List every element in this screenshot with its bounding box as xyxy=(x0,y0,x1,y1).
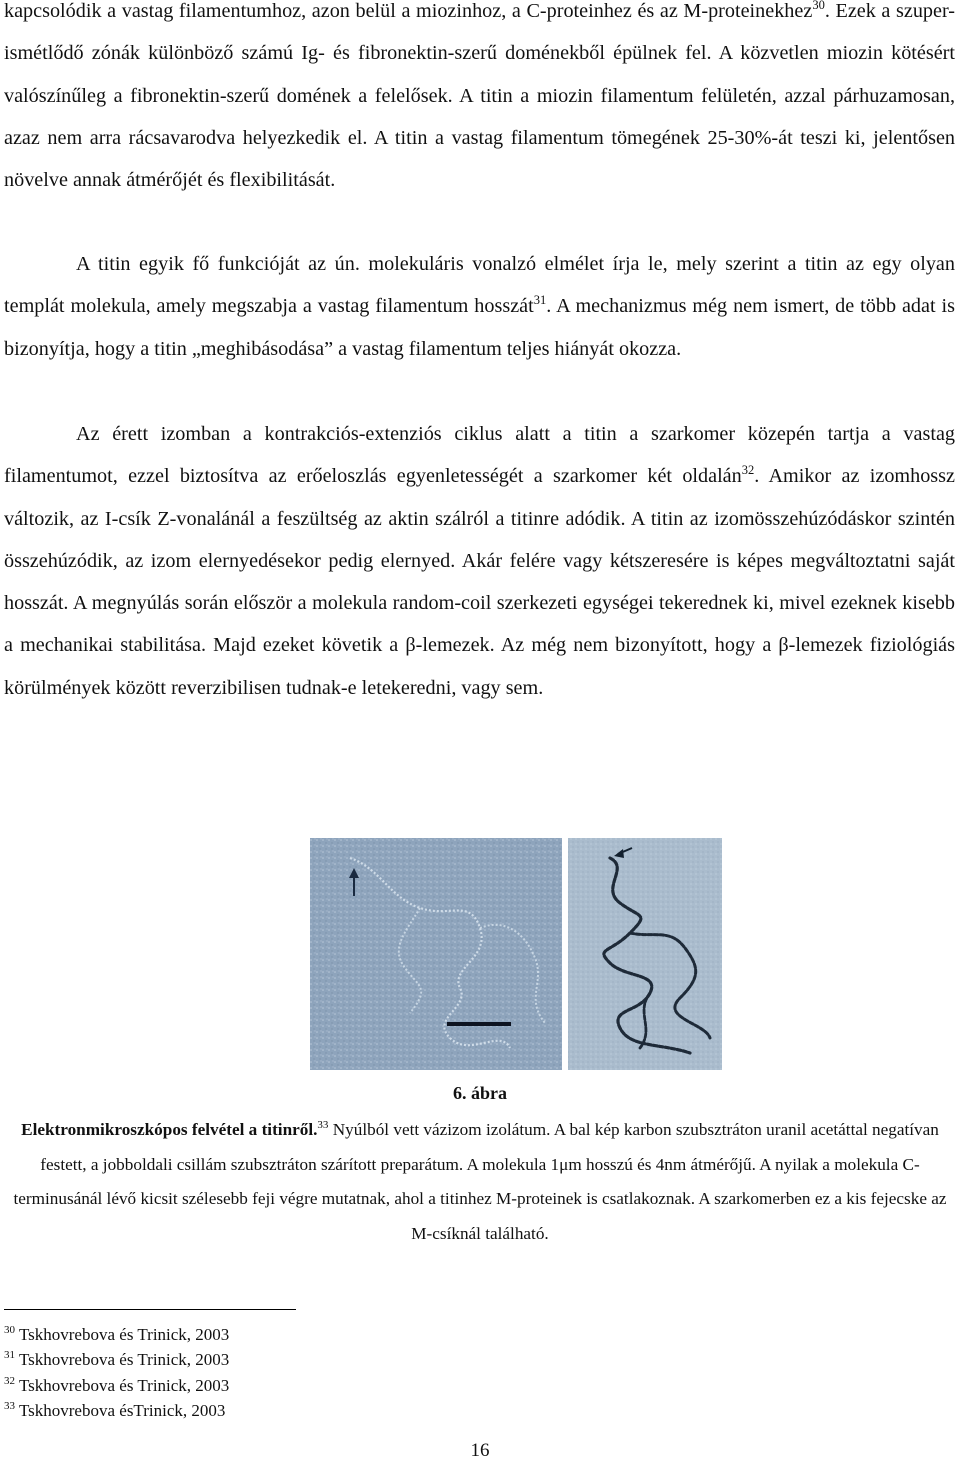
caption-title: Elektronmikroszkópos felvétel a titinről. xyxy=(21,1120,318,1139)
panel-divider xyxy=(562,838,568,1070)
figure-caption xyxy=(8,1113,952,1251)
footnote-number: 31 xyxy=(4,1349,15,1362)
footnote-text: Tskhovrebova ésTrinick, 2003 xyxy=(18,1400,226,1420)
figure-number: 6. ábra xyxy=(453,1083,507,1103)
footnote-text: Tskhovrebova és Trinick, 2003 xyxy=(18,1375,230,1395)
footnote-30 xyxy=(4,1322,229,1347)
footnote-ref-33[interactable]: 33 xyxy=(317,1119,329,1131)
page-number: 16 xyxy=(470,1440,490,1461)
footnote-number: 33 xyxy=(4,1399,15,1412)
paragraph-3 xyxy=(4,413,955,709)
footnote-ref-30[interactable]: 30 xyxy=(812,0,825,12)
paragraph-2 xyxy=(4,243,955,370)
footnote-31 xyxy=(4,1347,229,1372)
footnote-number: 32 xyxy=(4,1374,15,1387)
footnote-ref-32[interactable]: 32 xyxy=(741,463,755,478)
paragraph-3-text-cont: . Amikor az izomhossz változik, az I-csík Z-vonalánál a feszültség az aktin szálról a titinre adódik. A titin az izomösszehúzódáskor szintén összehúzódik, az izom elernyedésekor pedig elernyed. Akár felére vagy kétszeresére is képes megváltoztatni saját hosszát. A megnyúlás során először a molekula random-coil szerkezeti egységei tekerednek ki, mivel ezeknek kisebb a mechanikai stabilitása. Majd ezeket követik a β-lemezek. Az még nem bizonyított, hogy a β-lemezek fiziológiás körülmények között reverzibilisen tudnak-e letekeredni, vagy sem. xyxy=(4,465,955,699)
paragraph-2-text: A titin egyik fő funkcióját az ún. molekuláris vonalzó elmélet írja le, mely szerint a titin az egy olyan templát molekula, amely megszabja a vastag filamentum hosszát xyxy=(4,253,955,318)
paragraph-2-text-cont: . A mechanizmus még nem ismert, de több adat is bizonyítja, hogy a titin „meghibásodása” a vastag filamentum teljes hiányát okozza. xyxy=(4,295,955,360)
footnote-33 xyxy=(4,1398,229,1423)
paragraph-3-text: Az érett izomban a kontrakciós-extenziós ciklus alatt a titin a szarkomer közepén tartja a vastag filamentumot, ezzel biztosítva az erőeloszlás egyenletességét a szarkomer két oldalán xyxy=(4,423,955,488)
footnote-separator xyxy=(4,1309,296,1310)
footnote-32 xyxy=(4,1373,229,1398)
left-micrograph-panel xyxy=(310,838,562,1070)
footnote-text: Tskhovrebova és Trinick, 2003 xyxy=(18,1350,230,1370)
paragraph-1-text-cont: . Ezek a szuper-ismétlődő zónák különböző számú Ig- és fibronektin-szerű doménekből épülnek fel. A közvetlen miozin kötésért valószínűleg a fibronektin-szerű domének a felelősek. A titin a miozin filamentum felületén, azzal párhuzamosan, azaz nem arra rácsavarodva helyezkedik el. A titin a vastag filamentum tömegének 25-30%-át teszi ki, jelentősen növelve annak átmérőjét és flexibilitását. xyxy=(4,0,956,192)
paragraph-1-text: kapcsolódik a vastag filamentumhoz, azon belül a miozinhoz, a C-proteinhez és az M-proteinekhez xyxy=(4,0,813,22)
footnote-text: Tskhovrebova és Trinick, 2003 xyxy=(18,1325,230,1344)
footnotes xyxy=(4,1322,229,1423)
caption-text: Nyúlból vett vázizom izolátum. A bal kép karbon szubsztráton uranil acetáttal negatívan festett, a jobboldali csillám szubsztráton szárított preparátum. A molekula 1μm hosszú és 4nm átmérőjű. A nyilak a molekula C-terminusánál lévő kicsit szélesebb feji végre mutatnak, ahol a titinhez M-proteinek is csatlakoznak. A szarkomerben ez a kis fejecske az M-csíknál található. xyxy=(13,1120,947,1243)
scale-bar xyxy=(447,1022,511,1026)
paragraph-1 xyxy=(4,0,955,201)
electron-micrograph-figure xyxy=(310,838,722,1070)
footnote-number: 30 xyxy=(4,1324,15,1336)
footnote-ref-31[interactable]: 31 xyxy=(533,293,547,308)
micrograph-image xyxy=(310,838,722,1070)
